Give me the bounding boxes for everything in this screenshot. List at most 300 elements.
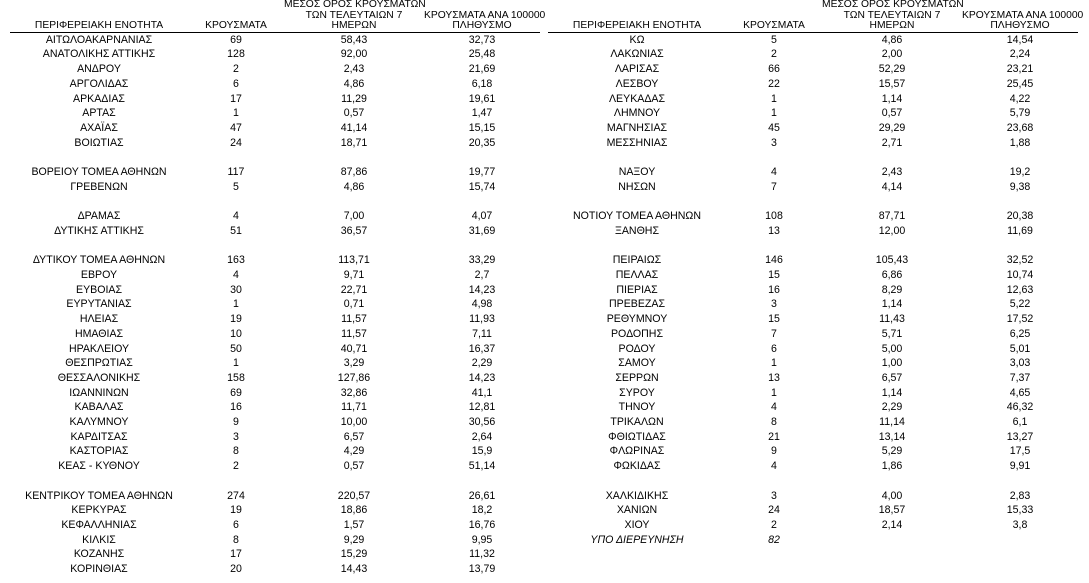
cases-cell: 117 xyxy=(227,166,245,179)
region-cell: ΚΑΡΔΙΤΣΑΣ xyxy=(70,430,128,443)
header-rate-line1: ΚΡΟΥΣΜΑΤΑ ΑΝΑ 100000 xyxy=(962,9,1084,21)
table-row xyxy=(548,62,1078,77)
region-cell: ΔΥΤΙΚΟΥ ΤΟΜΕΑ ΑΘΗΝΩΝ xyxy=(32,254,166,267)
table-header xyxy=(10,0,546,33)
cases-cell: 50 xyxy=(230,342,242,355)
table-row xyxy=(548,342,1078,357)
table-row xyxy=(10,121,540,136)
rate-cell: 11,69 xyxy=(1007,224,1033,237)
region-cell: ΧΙΟΥ xyxy=(624,518,650,531)
cases-cell: 1 xyxy=(771,357,777,370)
table-row xyxy=(10,92,540,107)
region-cell: ΚΙΛΚΙΣ xyxy=(82,533,116,546)
avg7-cell: 11,57 xyxy=(341,313,367,326)
spacer-row xyxy=(10,195,540,210)
spacer-row xyxy=(548,239,1078,254)
cases-cell: 7 xyxy=(771,180,777,193)
cases-cell: 2 xyxy=(771,48,777,61)
cases-cell: 30 xyxy=(230,283,242,296)
avg7-cell: 4,29 xyxy=(343,445,365,458)
cases-cell: 6 xyxy=(771,342,777,355)
avg7-cell: 87,86 xyxy=(340,166,368,179)
avg7-cell: 105,43 xyxy=(875,254,909,267)
region-cell: ΕΥΒΟΙΑΣ xyxy=(76,283,122,296)
cases-cell: 22 xyxy=(768,77,780,90)
rate-cell: 2,24 xyxy=(1009,48,1031,61)
rate-cell: 18,2 xyxy=(471,504,493,517)
table-row xyxy=(10,489,540,504)
region-cell: ΦΩΚΙΔΑΣ xyxy=(613,460,661,473)
rate-cell: 19,61 xyxy=(468,92,496,105)
region-cell: ΒΟΙΩΤΙΑΣ xyxy=(74,136,124,149)
cases-cell: 13 xyxy=(768,371,780,384)
header-cases: ΚΡΟΥΣΜΑΤΑ xyxy=(743,20,805,32)
rate-cell: 14,54 xyxy=(1006,33,1034,46)
region-cell: ΘΕΣΠΡΩΤΙΑΣ xyxy=(65,357,133,370)
region-cell: ΚΑΛΥΜΝΟΥ xyxy=(69,416,129,429)
spacer-row xyxy=(548,474,1078,489)
avg7-cell: 5,00 xyxy=(881,342,903,355)
table-row xyxy=(548,92,1078,107)
region-cell: ΠΕΛΛΑΣ xyxy=(615,268,659,281)
cases-cell: 19 xyxy=(230,504,242,517)
cases-cell: 21 xyxy=(768,430,780,443)
region-cell: ΓΡΕΒΕΝΩΝ xyxy=(70,180,128,193)
cases-cell: 4 xyxy=(771,166,777,179)
rate-cell: 7,37 xyxy=(1009,371,1031,384)
region-cell: ΔΡΑΜΑΣ xyxy=(77,210,121,223)
header-avg7-line2: ΤΩΝ ΤΕΛΕΥΤΑΙΩΝ 7 xyxy=(843,9,941,21)
cases-cell: 51 xyxy=(230,224,242,237)
avg7-cell: 14,43 xyxy=(340,563,368,576)
avg7-cell: 0,57 xyxy=(343,460,365,473)
region-cell: ΛΕΣΒΟΥ xyxy=(615,77,659,90)
rate-cell: 30,56 xyxy=(468,416,496,429)
rate-cell: 5,01 xyxy=(1009,342,1031,355)
rate-cell: 6,25 xyxy=(1009,327,1031,340)
cases-cell: 8 xyxy=(771,416,777,429)
cases-cell: 4 xyxy=(233,210,239,223)
region-cell: ΑΝΔΡΟΥ xyxy=(77,63,121,76)
table-body-left xyxy=(10,33,540,577)
rate-cell: 2,7 xyxy=(474,268,490,281)
avg7-cell: 87,71 xyxy=(878,210,906,223)
avg7-cell: 40,71 xyxy=(340,342,368,355)
region-cell: ΑΝΑΤΟΛΙΚΗΣ ΑΤΤΙΚΗΣ xyxy=(42,48,156,61)
spacer-row xyxy=(10,150,540,165)
avg7-cell: 4,86 xyxy=(343,180,365,193)
region-cell: ΛΗΜΝΟΥ xyxy=(613,107,661,120)
cases-cell: 108 xyxy=(765,210,783,223)
cases-cell: 5 xyxy=(233,180,239,193)
rate-cell: 13,27 xyxy=(1006,430,1034,443)
table-row xyxy=(548,371,1078,386)
cases-cell: 158 xyxy=(227,371,245,384)
region-cell: ΧΑΛΚΙΔΙΚΗΣ xyxy=(605,489,669,502)
table-row xyxy=(10,430,540,445)
table-row xyxy=(548,136,1078,151)
table-row xyxy=(10,253,540,268)
header-rate xyxy=(424,0,546,32)
table-row xyxy=(548,180,1078,195)
cases-cell: 3 xyxy=(771,489,777,502)
header-region: ΠΕΡΙΦΕΡΕΙΑΚΗ ΕΝΟΤΗΤΑ xyxy=(572,20,702,32)
avg7-cell: 0,57 xyxy=(881,107,903,120)
avg7-cell: 4,00 xyxy=(881,489,903,502)
table-row xyxy=(10,342,540,357)
rate-cell: 25,48 xyxy=(468,48,496,61)
region-cell: ΡΟΔΟΠΗΣ xyxy=(610,327,664,340)
table-row xyxy=(548,77,1078,92)
rate-cell: 2,29 xyxy=(471,357,493,370)
avg7-cell: 52,29 xyxy=(878,63,906,76)
table-row xyxy=(10,297,540,312)
rate-cell: 14,23 xyxy=(468,283,496,296)
table-body-right xyxy=(548,33,1078,548)
cases-cell: 274 xyxy=(227,489,245,502)
cases-cell: 6 xyxy=(233,518,239,531)
table-row xyxy=(10,518,540,533)
cases-cell: 3 xyxy=(233,430,239,443)
avg7-cell: 18,86 xyxy=(340,504,368,517)
cases-cell: 146 xyxy=(765,254,783,267)
rate-cell: 51,14 xyxy=(468,460,496,473)
rate-cell: 46,32 xyxy=(1006,401,1034,414)
avg7-cell: 2,14 xyxy=(881,518,903,531)
table-row xyxy=(548,386,1078,401)
avg7-cell: 1,57 xyxy=(343,518,365,531)
region-cell: ΚΕΝΤΡΙΚΟΥ ΤΟΜΕΑ ΑΘΗΝΩΝ xyxy=(25,489,173,502)
avg7-cell: 5,29 xyxy=(881,445,903,458)
rate-cell: 14,23 xyxy=(468,371,496,384)
cases-cell: 17 xyxy=(230,92,242,105)
table-row xyxy=(548,400,1078,415)
avg7-cell: 113,71 xyxy=(338,254,370,267)
rate-cell: 4,07 xyxy=(471,210,493,223)
rate-cell: 5,22 xyxy=(1009,298,1031,311)
table-row xyxy=(548,283,1078,298)
cases-cell: 4 xyxy=(771,401,777,414)
table-row xyxy=(10,47,540,62)
table-row xyxy=(10,268,540,283)
rate-cell: 15,15 xyxy=(468,122,496,134)
header-rate-line2: ΠΛΗΘΥΣΜΟ xyxy=(452,20,512,32)
avg7-cell: 36,57 xyxy=(340,224,368,237)
avg7-cell: 7,00 xyxy=(343,210,365,223)
avg7-cell: 6,57 xyxy=(881,371,903,384)
avg7-cell: 32,86 xyxy=(340,386,368,399)
rate-cell: 4,65 xyxy=(1009,386,1031,399)
avg7-cell: 22,71 xyxy=(340,283,368,296)
avg7-cell: 11,57 xyxy=(341,327,367,340)
rate-cell: 17,5 xyxy=(1009,445,1031,458)
table-row xyxy=(548,33,1078,48)
header-avg7-line3: ΗΜΕΡΩΝ xyxy=(331,20,377,32)
region-cell: ΜΑΓΝΗΣΙΑΣ xyxy=(606,122,668,134)
rate-cell: 33,29 xyxy=(468,254,496,267)
avg7-cell: 0,57 xyxy=(343,107,365,120)
cases-cell: 16 xyxy=(230,401,242,414)
table-row xyxy=(10,547,540,562)
cases-cell: 1 xyxy=(233,357,239,370)
cases-cell: 3 xyxy=(771,136,777,149)
region-cell: ΚΟΡΙΝΘΙΑΣ xyxy=(70,563,128,576)
spacer-row xyxy=(10,239,540,254)
region-cell: ΑΡΓΟΛΙΔΑΣ xyxy=(69,77,129,90)
region-cell: ΤΗΝΟΥ xyxy=(618,401,656,414)
region-cell: ΚΩ xyxy=(629,33,645,46)
rate-cell: 17,52 xyxy=(1006,313,1034,326)
table-row xyxy=(10,327,540,342)
avg7-cell: 5,71 xyxy=(881,327,903,340)
avg7-cell: 8,29 xyxy=(881,283,903,296)
avg7-cell: 2,43 xyxy=(343,63,365,76)
rate-cell: 5,79 xyxy=(1009,107,1031,120)
avg7-cell: 2,43 xyxy=(881,166,903,179)
table-row xyxy=(10,165,540,180)
region-cell: ΤΡΙΚΑΛΩΝ xyxy=(610,416,664,429)
avg7-cell: 3,29 xyxy=(343,357,365,370)
table-row xyxy=(548,459,1078,474)
region-cell: ΛΑΚΩΝΙΑΣ xyxy=(610,48,664,61)
table-row xyxy=(548,518,1078,533)
rate-cell: 31,69 xyxy=(468,224,496,237)
rate-cell: 15,9 xyxy=(471,445,493,458)
region-cell: ΞΑΝΘΗΣ xyxy=(614,224,660,237)
rate-cell: 1,88 xyxy=(1009,136,1031,149)
avg7-cell: 127,86 xyxy=(337,371,371,384)
region-cell: ΕΥΡΥΤΑΝΙΑΣ xyxy=(66,298,132,311)
region-cell: ΜΕΣΣΗΝΙΑΣ xyxy=(606,136,668,149)
rate-cell: 13,79 xyxy=(468,563,496,576)
avg7-cell: 1,14 xyxy=(881,92,903,105)
rate-cell: 12,63 xyxy=(1006,283,1034,296)
avg7-cell: 0,71 xyxy=(343,298,365,311)
table-row xyxy=(548,533,1078,548)
cases-cell: 69 xyxy=(230,386,242,399)
table-row xyxy=(548,356,1078,371)
cases-cell: 3 xyxy=(771,298,777,311)
table-row xyxy=(548,327,1078,342)
region-cell: ΘΕΣΣΑΛΟΝΙΚΗΣ xyxy=(57,371,141,384)
table-row xyxy=(10,136,540,151)
table-row xyxy=(548,430,1078,445)
header-cases: ΚΡΟΥΣΜΑΤΑ xyxy=(205,20,267,32)
avg7-cell: 15,57 xyxy=(878,77,906,90)
region-cell: ΗΜΑΘΙΑΣ xyxy=(74,327,124,340)
region-cell: ΚΕΦΑΛΛΗΝΙΑΣ xyxy=(61,518,137,531)
cases-table-left xyxy=(10,0,546,577)
region-cell: ΣΥΡΟΥ xyxy=(619,386,655,399)
avg7-cell: 6,86 xyxy=(881,268,903,281)
avg7-cell: 18,71 xyxy=(340,136,368,149)
rate-cell: 15,33 xyxy=(1006,504,1034,517)
cases-cell: 2 xyxy=(233,63,239,76)
rate-cell: 41,1 xyxy=(471,386,493,399)
table-row xyxy=(548,268,1078,283)
avg7-cell: 4,14 xyxy=(881,180,903,193)
header-rate xyxy=(962,0,1084,32)
rate-cell: 15,74 xyxy=(468,180,496,193)
rate-cell: 32,52 xyxy=(1006,254,1034,267)
table-row xyxy=(548,297,1078,312)
table-row xyxy=(548,121,1078,136)
avg7-cell: 1,86 xyxy=(881,460,903,473)
header-region: ΠΕΡΙΦΕΡΕΙΑΚΗ ΕΝΟΤΗΤΑ xyxy=(34,20,164,32)
cases-cell: 45 xyxy=(768,122,780,134)
avg7-cell: 29,29 xyxy=(878,122,906,134)
table-row xyxy=(548,489,1078,504)
region-cell: ΦΘΙΩΤΙΔΑΣ xyxy=(608,430,666,443)
table-row xyxy=(10,106,540,121)
header-avg7-line1: ΜΕΣΟΣ ΟΡΟΣ ΚΡΟΥΣΜΑΤΩΝ xyxy=(822,0,964,10)
cases-cell: 7 xyxy=(771,327,777,340)
table-header xyxy=(548,0,1084,33)
region-cell: ΚΕΡΚΥΡΑΣ xyxy=(71,504,127,517)
avg7-cell: 92,00 xyxy=(340,48,368,61)
avg7-cell xyxy=(822,533,962,548)
rate-cell: 1,47 xyxy=(471,107,493,120)
header-avg7 xyxy=(284,0,424,32)
avg7-cell: 6,57 xyxy=(343,430,365,443)
cases-table-right xyxy=(548,0,1084,547)
region-cell: ΕΒΡΟΥ xyxy=(80,268,118,281)
avg7-cell: 1,14 xyxy=(881,298,903,311)
cases-cell: 6 xyxy=(233,77,239,90)
avg7-cell: 4,86 xyxy=(343,77,365,90)
cases-cell: 1 xyxy=(771,92,777,105)
rate-cell: 9,91 xyxy=(1009,460,1031,473)
rate-cell: 4,22 xyxy=(1009,92,1031,105)
table-row xyxy=(10,400,540,415)
avg7-cell: 1,00 xyxy=(881,357,903,370)
cases-cell: 15 xyxy=(768,268,780,281)
table-row xyxy=(10,444,540,459)
rate-cell: 16,37 xyxy=(468,342,496,355)
rate-cell: 20,35 xyxy=(468,136,496,149)
table-row xyxy=(548,106,1078,121)
region-cell: ΦΛΩΡΙΝΑΣ xyxy=(609,445,665,458)
rate-cell: 19,2 xyxy=(1009,166,1031,179)
table-row xyxy=(548,444,1078,459)
region-cell: ΥΠΟ ΔΙΕΡΕΥΝΗΣΗ xyxy=(590,533,684,546)
region-cell: ΔΥΤΙΚΗΣ ΑΤΤΙΚΗΣ xyxy=(54,224,144,237)
region-cell: ΚΑΣΤΟΡΙΑΣ xyxy=(69,445,129,458)
region-cell: ΣΕΡΡΩΝ xyxy=(615,371,659,384)
avg7-cell: 11,71 xyxy=(341,401,367,414)
cases-cell: 1 xyxy=(233,298,239,311)
rate-cell xyxy=(962,533,1078,548)
table-row xyxy=(10,415,540,430)
avg7-cell: 12,00 xyxy=(878,224,906,237)
avg7-cell: 13,14 xyxy=(878,430,906,443)
rate-cell: 25,45 xyxy=(1006,77,1034,90)
region-cell: ΑΙΤΩΛΟΑΚΑΡΝΑΝΙΑΣ xyxy=(45,33,153,46)
avg7-cell: 2,71 xyxy=(881,136,903,149)
region-cell: ΚΑΒΑΛΑΣ xyxy=(74,401,124,414)
rate-cell: 6,1 xyxy=(1012,416,1028,429)
header-avg7-line2: ΤΩΝ ΤΕΛΕΥΤΑΙΩΝ 7 xyxy=(305,9,403,21)
rate-cell: 3,8 xyxy=(1012,518,1028,531)
rate-cell: 3,03 xyxy=(1009,357,1031,370)
avg7-cell: 15,29 xyxy=(340,548,368,561)
cases-cell: 8 xyxy=(233,445,239,458)
spacer-row xyxy=(548,195,1078,210)
table-row xyxy=(10,356,540,371)
cases-cell: 4 xyxy=(771,460,777,473)
table-row xyxy=(548,503,1078,518)
region-cell: ΡΕΘΥΜΝΟΥ xyxy=(606,313,668,326)
avg7-cell: 4,86 xyxy=(881,33,903,46)
region-cell: ΠΙΕΡΙΑΣ xyxy=(616,283,658,296)
cases-cell: 69 xyxy=(230,33,242,46)
header-avg7-line3: ΗΜΕΡΩΝ xyxy=(869,20,915,32)
table-row xyxy=(10,533,540,548)
table-row xyxy=(10,62,540,77)
cases-cell: 13 xyxy=(768,224,780,237)
avg7-cell: 10,00 xyxy=(340,416,368,429)
region-cell: ΝΗΣΩΝ xyxy=(618,180,656,193)
table-row xyxy=(10,283,540,298)
rate-cell: 11,93 xyxy=(469,313,495,326)
avg7-cell: 1,14 xyxy=(881,386,903,399)
table-row xyxy=(548,209,1078,224)
rate-cell: 2,83 xyxy=(1009,489,1031,502)
avg7-cell: 18,57 xyxy=(878,504,906,517)
region-cell: ΠΡΕΒΕΖΑΣ xyxy=(609,298,665,311)
rate-cell: 23,68 xyxy=(1006,122,1034,134)
region-cell: ΠΕΙΡΑΙΩΣ xyxy=(612,254,662,267)
avg7-cell: 220,57 xyxy=(337,489,371,502)
cases-cell: 19 xyxy=(230,313,242,326)
cases-cell: 66 xyxy=(768,63,780,76)
rate-cell: 20,38 xyxy=(1006,210,1034,223)
cases-cell: 4 xyxy=(233,268,239,281)
table-row xyxy=(10,371,540,386)
rate-cell: 4,98 xyxy=(471,298,493,311)
region-cell: ΑΡΤΑΣ xyxy=(82,107,116,120)
region-cell: ΝΑΞΟΥ xyxy=(618,166,656,179)
table-row xyxy=(10,224,540,239)
rate-cell: 23,21 xyxy=(1006,63,1034,76)
avg7-cell: 9,71 xyxy=(343,268,365,281)
table-row xyxy=(548,165,1078,180)
table-row xyxy=(10,33,540,48)
rate-cell: 9,38 xyxy=(1009,180,1031,193)
region-cell: ΗΛΕΙΑΣ xyxy=(79,313,119,326)
spacer-row xyxy=(548,150,1078,165)
region-cell: ΧΑΝΙΩΝ xyxy=(616,504,658,517)
rate-cell: 2,64 xyxy=(471,430,493,443)
rate-cell: 16,76 xyxy=(468,518,496,531)
avg7-cell: 11,29 xyxy=(341,92,367,105)
avg7-cell: 41,14 xyxy=(340,122,368,134)
table-row xyxy=(548,224,1078,239)
region-cell: ΑΧΑΪΑΣ xyxy=(80,122,118,134)
rate-cell: 11,32 xyxy=(469,548,495,561)
header-rate-line1: ΚΡΟΥΣΜΑΤΑ ΑΝΑ 100000 xyxy=(424,9,546,21)
avg7-cell: 11,14 xyxy=(879,416,905,429)
region-cell: ΣΑΜΟΥ xyxy=(618,357,656,370)
avg7-cell: 58,43 xyxy=(340,33,368,46)
region-cell: ΑΡΚΑΔΙΑΣ xyxy=(73,92,125,105)
table-row xyxy=(10,180,540,195)
rate-cell: 32,73 xyxy=(468,33,496,46)
table-row xyxy=(548,312,1078,327)
cases-cell: 17 xyxy=(230,548,242,561)
rate-cell: 6,18 xyxy=(471,77,493,90)
rate-cell: 10,74 xyxy=(1006,268,1034,281)
